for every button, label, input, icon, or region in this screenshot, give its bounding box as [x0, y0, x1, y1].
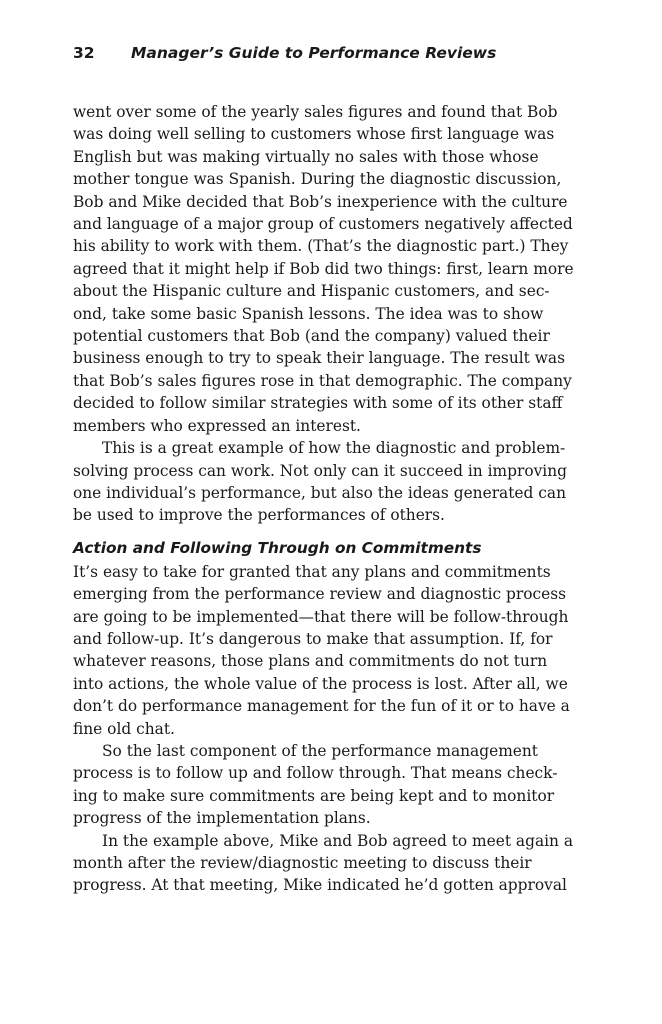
- text-line: into actions, the whole value of the process is lost. After all, we: [73, 674, 568, 693]
- text-line: about the Hispanic culture and Hispanic customers, and sec-: [73, 282, 550, 301]
- paragraph: [73, 561, 593, 740]
- text-line: was doing well selling to customers whose first language was: [73, 125, 555, 144]
- text-line: whatever reasons, those plans and commitments do not turn: [73, 652, 548, 671]
- text-line: So the last component of the performance management: [102, 741, 538, 760]
- text-line: one individual’s performance, but also the ideas generated can: [73, 483, 566, 502]
- text-line: emerging from the performance review and diagnostic process: [73, 585, 567, 604]
- text-line: solving process can work. Not only can it succeed in improving: [73, 461, 567, 480]
- text-line: month after the review/diagnostic meeting to discuss their: [73, 854, 532, 872]
- text-line: don’t do performance management for the fun of it or to have a: [73, 697, 570, 716]
- running-header: [73, 40, 593, 66]
- book-page: [73, 40, 593, 897]
- paragraph: [73, 830, 593, 897]
- text-line: be used to improve the performances of others.: [73, 506, 445, 525]
- text-line: went over some of the yearly sales figures and found that Bob: [73, 103, 558, 121]
- text-line: agreed that it might help if Bob did two things: first, learn more: [73, 259, 574, 278]
- text-line: are going to be implemented—that there will be follow-through: [73, 607, 569, 626]
- text-line: and language of a major group of customers negatively affected: [73, 215, 573, 234]
- paragraph: [73, 437, 593, 527]
- body-text: [73, 101, 593, 897]
- text-line: ing to make sure commitments are being kept and to monitor: [73, 786, 555, 805]
- text-line: This is a great example of how the diagnostic and problem-: [102, 439, 566, 458]
- text-line: Bob and Mike decided that Bob’s inexperience with the culture: [73, 192, 568, 211]
- text-line: business enough to try to speak their language. The result was: [73, 349, 565, 368]
- text-line: his ability to work with them. (That’s the diagnostic part.) They: [73, 237, 569, 256]
- text-line: potential customers that Bob (and the company) valued their: [73, 327, 550, 346]
- page-number: 32: [73, 44, 95, 62]
- text-line: that Bob’s sales figures rose in that demographic. The company: [73, 371, 572, 390]
- text-line: fine old chat.: [73, 719, 175, 738]
- paragraph: [73, 101, 593, 437]
- text-line: decided to follow similar strategies with some of its other staff: [73, 394, 563, 413]
- book-title: Manager’s Guide to Performance Reviews: [131, 44, 497, 62]
- text-line: English but was making virtually no sales with those whose: [73, 147, 539, 166]
- text-line: process is to follow up and follow through. That means check-: [73, 764, 558, 783]
- text-line: progress of the implementation plans.: [73, 809, 371, 828]
- text-line: progress. At that meeting, Mike indicated he’d gotten approval: [73, 876, 567, 895]
- text-line: mother tongue was Spanish. During the diagnostic discussion,: [73, 170, 562, 189]
- text-line: ond, take some basic Spanish lessons. The idea was to show: [73, 304, 544, 323]
- text-line: In the example above, Mike and Bob agreed to meet again a: [102, 831, 574, 850]
- section-heading: Action and Following Through on Commitments: [73, 538, 482, 557]
- text-line: It’s easy to take for granted that any plans and commitments: [73, 562, 551, 581]
- paragraph: [73, 740, 593, 830]
- text-line: and follow-up. It’s dangerous to make that assumption. If, for: [73, 629, 553, 648]
- text-line: members who expressed an interest.: [73, 416, 361, 435]
